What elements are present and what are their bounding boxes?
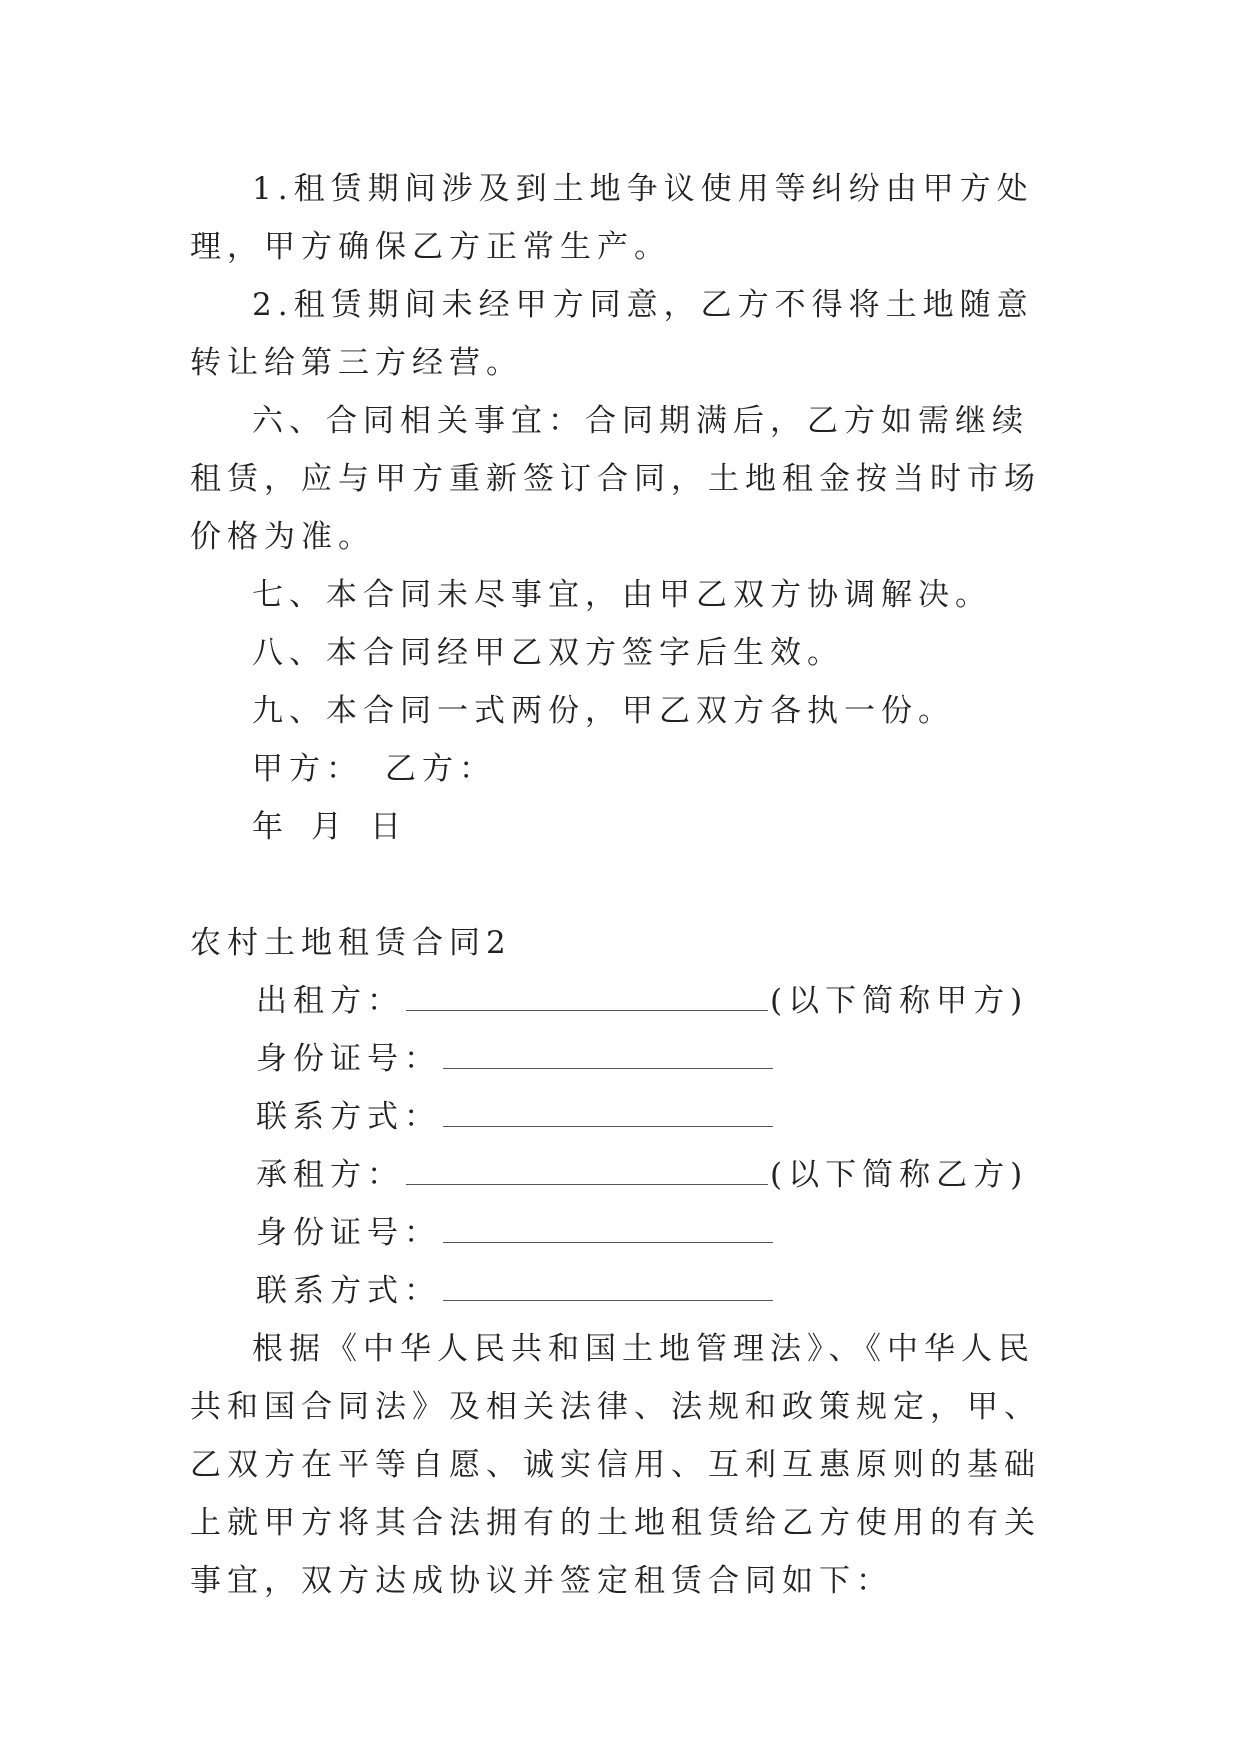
lessor-label: 出租方： (256, 983, 404, 1019)
clause-nine-copies: 九、本合同一式两份，甲乙双方各执一份。 (252, 693, 955, 729)
lessee-contact-label: 联系方式： (256, 1273, 441, 1309)
clause-seven-unresolved: 七、本合同未尽事宜，由甲乙双方协调解决。 (252, 577, 992, 613)
lessee-contact-blank (443, 1266, 773, 1301)
lessee-blank (406, 1150, 768, 1185)
lessor-id-label: 身份证号： (256, 1041, 441, 1077)
date-line (190, 798, 1050, 856)
document-page (190, 160, 1050, 1610)
lessor-contact-label: 联系方式： (256, 1099, 441, 1135)
date-day: 日 (370, 809, 407, 845)
lessee-id-blank (443, 1208, 773, 1243)
date-month: 月 (311, 809, 348, 845)
lessor-suffix: (以下简称甲方) (770, 983, 1029, 1019)
party-b-label: 乙方： (385, 751, 496, 787)
lessee-contact-field (190, 1262, 1050, 1320)
lessee-id-field (190, 1204, 1050, 1262)
lessor-id-field (190, 1030, 1050, 1088)
lessee-label: 承租方： (256, 1157, 404, 1193)
date-year: 年 (252, 809, 289, 845)
clause-eight-effective: 八、本合同经甲乙双方签字后生效。 (252, 635, 844, 671)
intro-paragraph: 根据《中华人民共和国土地管理法》、《中华人民共和国合同法》及相关法律、法规和政策规定，甲、乙双方在平等自愿、诚实信用、互利互惠原则的基础上就甲方将其合法拥有的土地租赁给乙方使用的有关事宜，双方达成协议并签定租赁合同如下： (190, 1331, 1041, 1599)
lessor-blank (406, 976, 768, 1011)
clause-2-transfer: 2.租赁期间未经甲方同意，乙方不得将土地随意转让给第三方经营。 (190, 287, 1034, 381)
party-a-label: 甲方： (252, 751, 363, 787)
clause-1-dispute: 1.租赁期间涉及到土地争议使用等纠纷由甲方处理，甲方确保乙方正常生产。 (190, 171, 1034, 265)
signature-line (190, 740, 1050, 798)
lessor-id-blank (443, 1034, 773, 1069)
lessee-suffix: (以下简称乙方) (770, 1157, 1029, 1193)
lessor-contact-field (190, 1088, 1050, 1146)
lessor-contact-blank (443, 1092, 773, 1127)
section-title: 农村土地租赁合同2 (190, 925, 512, 961)
section-spacer (190, 856, 1050, 914)
lessee-id-label: 身份证号： (256, 1215, 441, 1251)
clause-six-related-matters: 六、合同相关事宜：合同期满后，乙方如需继续租赁，应与甲方重新签订合同，土地租金按当时市场价格为准。 (190, 403, 1041, 555)
lessee-field (190, 1146, 1050, 1204)
lessor-field (190, 972, 1050, 1030)
